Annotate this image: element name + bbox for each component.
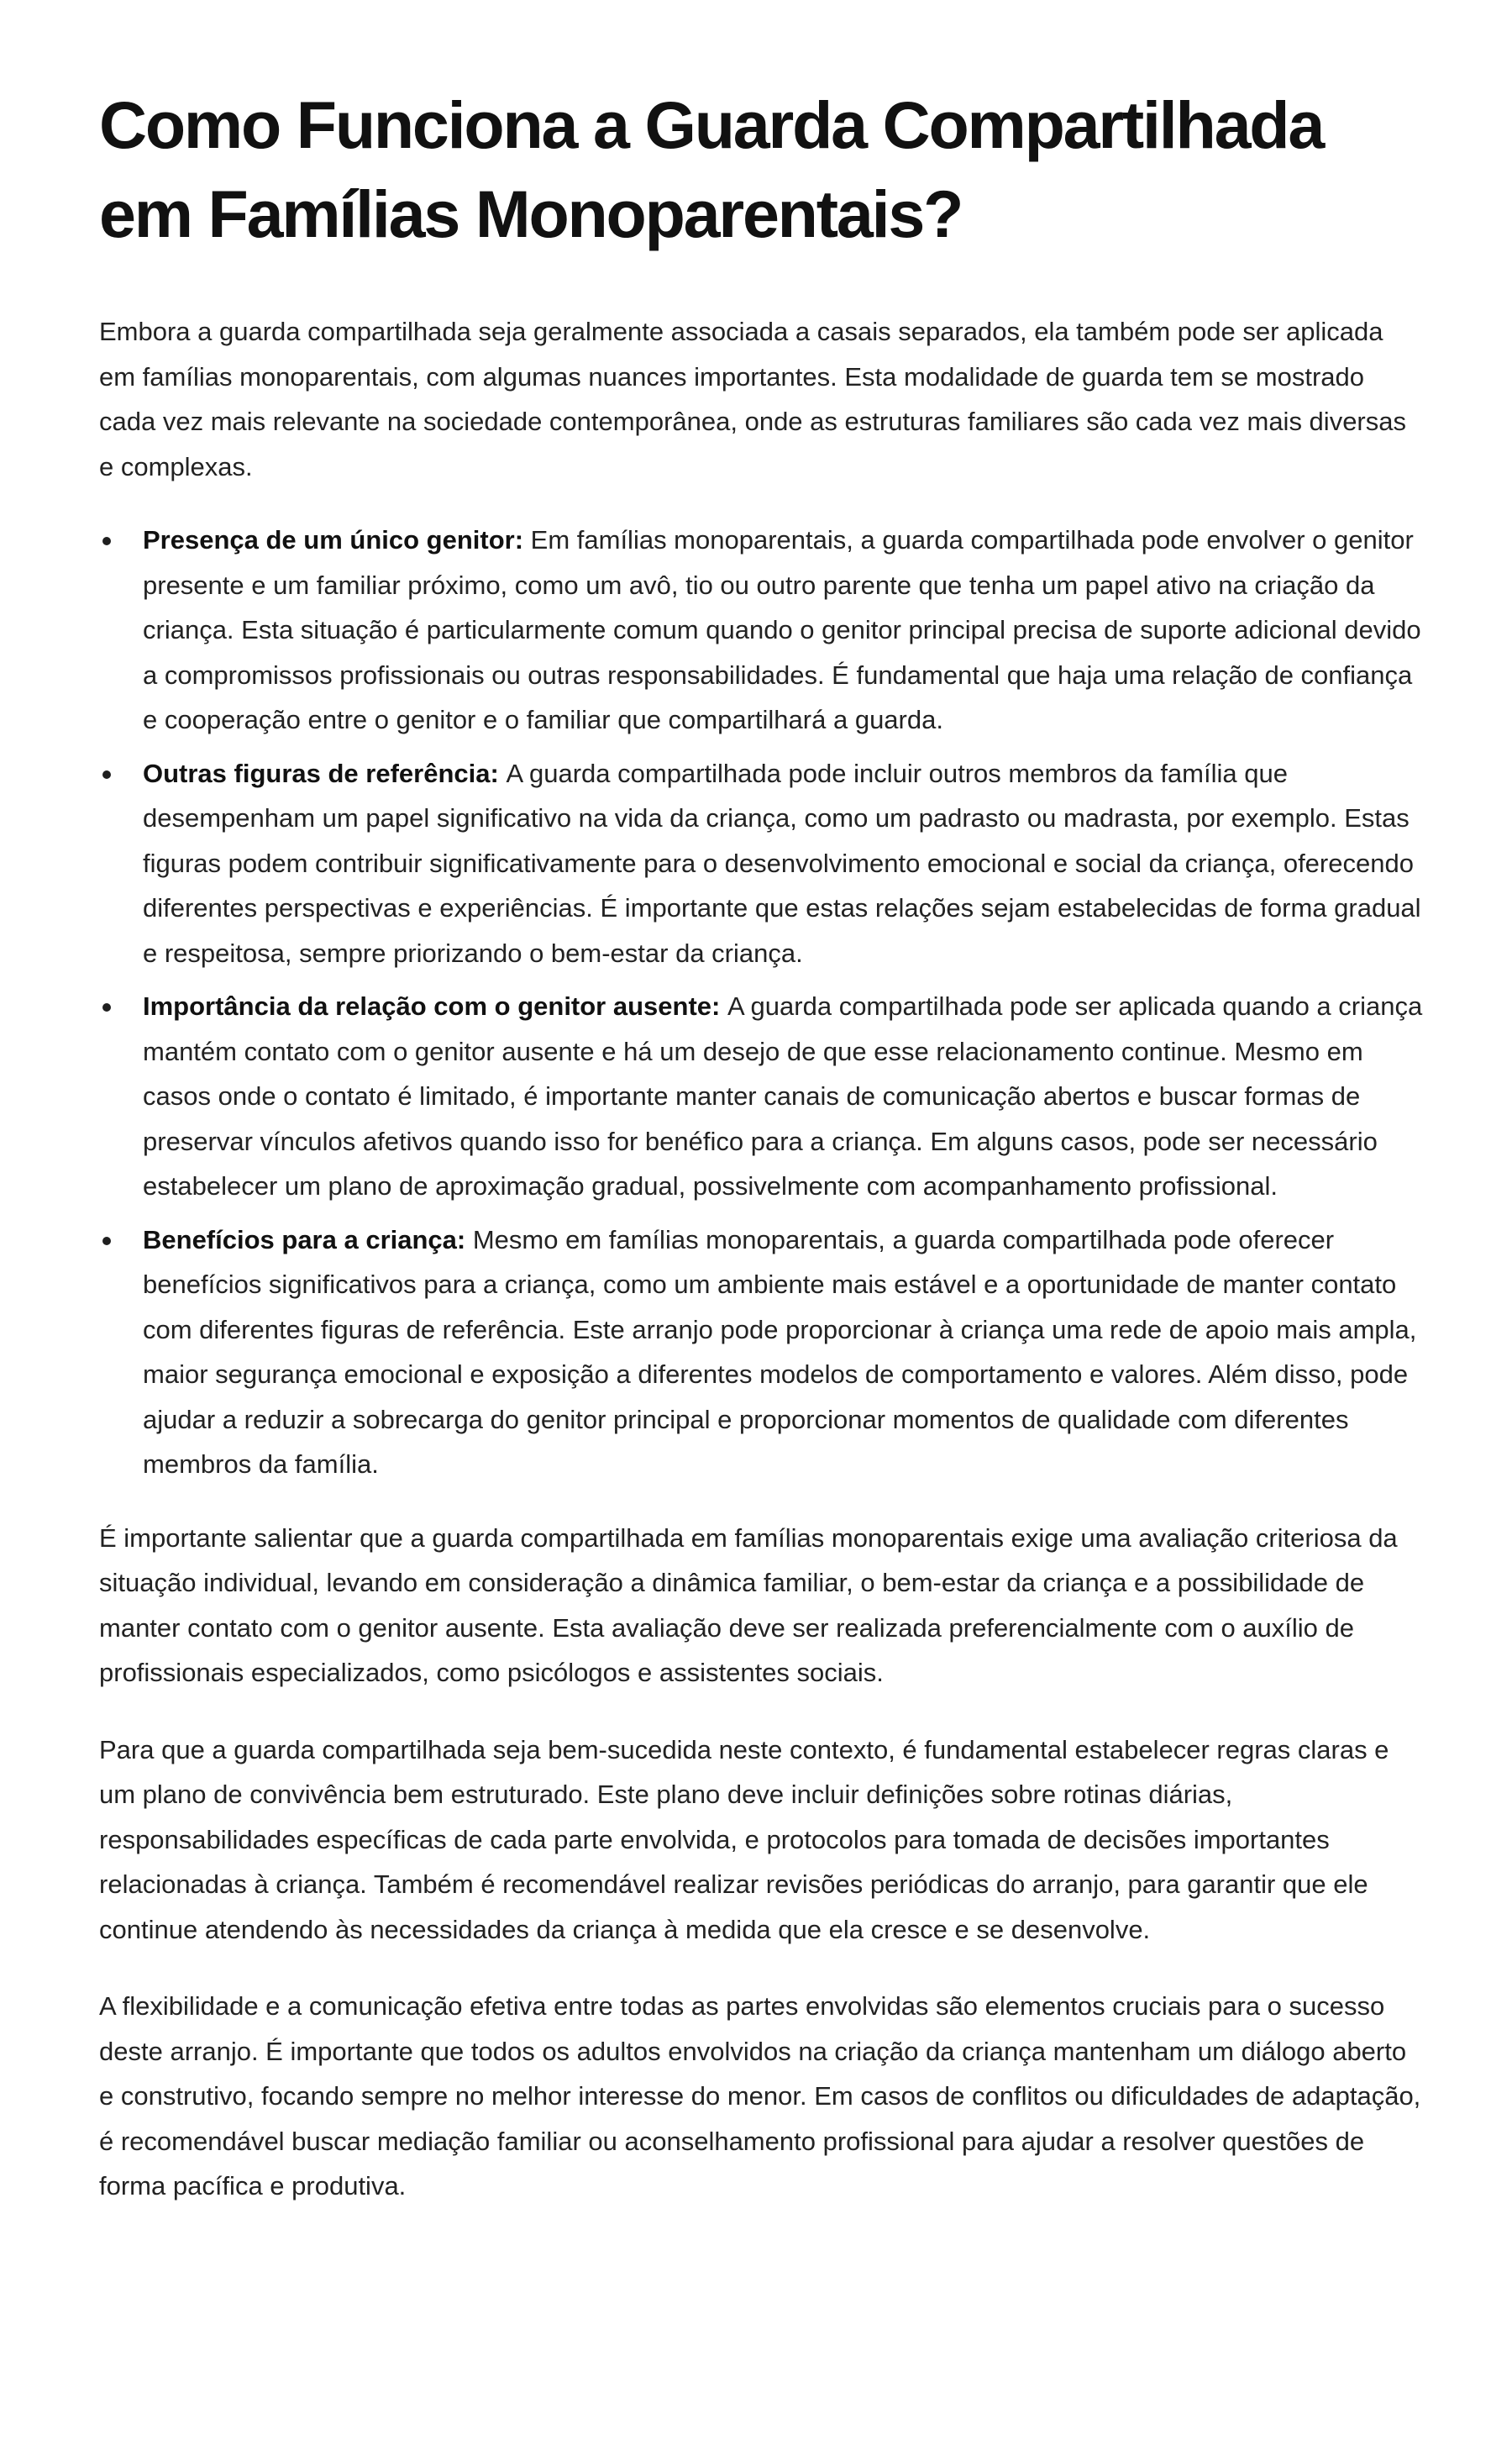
page-title: Como Funciona a Guarda Compartilhada em Famílias Monoparentais? xyxy=(99,87,1324,251)
bullet-item-outras-figuras xyxy=(99,751,1426,976)
bullet-dot-icon xyxy=(102,537,111,545)
bullet-text: A guarda compartilhada pode incluir outros membros da família que desempenham um papel significativo na vida da criança, como um padrasto ou madrasta, por exemplo. Estas figuras podem contribuir significativamente para o desenvolvimento emocional e social da criança, oferecendo diferentes perspectivas e experiências. É importante que estas relações sejam estabelecidas de forma gradual e respeitosa, sempre priorizando o bem-estar da criança. xyxy=(143,758,1421,968)
bullet-title: Importância da relação com o genitor ausente: xyxy=(143,991,727,1021)
bullet-item-beneficios xyxy=(99,1217,1426,1487)
document-page xyxy=(99,81,1426,2209)
bullet-dot-icon xyxy=(102,1237,111,1245)
intro-paragraph: Embora a guarda compartilhada seja geralmente associada a casais separados, ela também pode ser aplicada em famílias monoparentais, com algumas nuances importantes. Esta modalidade de guarda tem se mostrado cada vez mais relevante na sociedade contemporânea, onde as estruturas familiares são cada vez mais diversas e complexas. xyxy=(99,317,1406,481)
bullet-text: Em famílias monoparentais, a guarda compartilhada pode envolver o genitor presente e um familiar próximo, como um avô, tio ou outro parente que tenha um papel ativo na criação da criança. Esta situação é particularmente comum quando o genitor principal precisa de suporte adicional devido a compromissos profissionais ou outras responsabilidades. É fundamental que haja uma relação de confiança e cooperação entre o genitor e o familiar que compartilhará a guarda. xyxy=(143,525,1421,734)
paragraph-avaliacao: É importante salientar que a guarda compartilhada em famílias monoparentais exige uma avaliação criteriosa da situação individual, levando em consideração a dinâmica familiar, o bem-estar da criança e a possibilidade de manter contato com o genitor ausente. Esta avaliação deve ser realizada preferencialmente com o auxílio de profissionais especializados, como psicólogos e assistentes sociais. xyxy=(99,1522,1398,1687)
bullet-dot-icon xyxy=(102,1003,111,1012)
bullet-dot-icon xyxy=(102,770,111,779)
bullet-item-unico-genitor xyxy=(99,518,1426,743)
bullet-text: A guarda compartilhada pode ser aplicada quando a criança mantém contato com o genitor ausente e há um desejo de que esse relacionamento continue. Mesmo em casos onde o contato é limitado, é importante manter canais de comunicação abertos e buscar formas de preservar vínculos afetivos quando isso for benéfico para a criança. Em alguns casos, pode ser necessário estabelecer um plano de aproximação gradual, possivelmente com acompanhamento profissional. xyxy=(143,991,1423,1201)
bullet-title: Outras figuras de referência: xyxy=(143,758,507,788)
bullet-title: Benefícios para a criança: xyxy=(143,1224,473,1254)
bullet-list xyxy=(99,518,1426,1487)
bullet-title: Presença de um único genitor: xyxy=(143,525,531,555)
bullet-text: Mesmo em famílias monoparentais, a guarda compartilhada pode oferecer benefícios significativos para a criança, como um ambiente mais estável e a oportunidade de manter contato com diferentes figuras de referência. Este arranjo pode proporcionar à criança uma rede de apoio mais ampla, maior segurança emocional e exposição a diferentes modelos de comportamento e valores. Além disso, pode ajudar a reduzir a sobrecarga do genitor principal e proporcionar momentos de qualidade com diferentes membros da família. xyxy=(143,1224,1417,1479)
paragraph-flexibilidade: A flexibilidade e a comunicação efetiva entre todas as partes envolvidas são elementos cruciais para o sucesso deste arranjo. É importante que todos os adultos envolvidos na criação da criança mantenham um diálogo aberto e construtivo, focando sempre no melhor interesse do menor. Em casos de conflitos ou dificuldades de adaptação, é recomendável buscar mediação familiar ou aconselhamento profissional para ajudar a resolver questões de forma pacífica e produtiva. xyxy=(99,1991,1421,2200)
bullet-item-genitor-ausente xyxy=(99,984,1426,1209)
paragraph-regras: Para que a guarda compartilhada seja bem-sucedida neste contexto, é fundamental estabelecer regras claras e um plano de convivência bem estruturado. Este plano deve incluir definições sobre rotinas diárias, responsabilidades específicas de cada parte envolvida, e protocolos para tomada de decisões importantes relacionadas à criança. Também é recomendável realizar revisões periódicas do arranjo, para garantir que ele continue atendendo às necessidades da criança à medida que ela cresce e se desenvolve. xyxy=(99,1734,1389,1944)
